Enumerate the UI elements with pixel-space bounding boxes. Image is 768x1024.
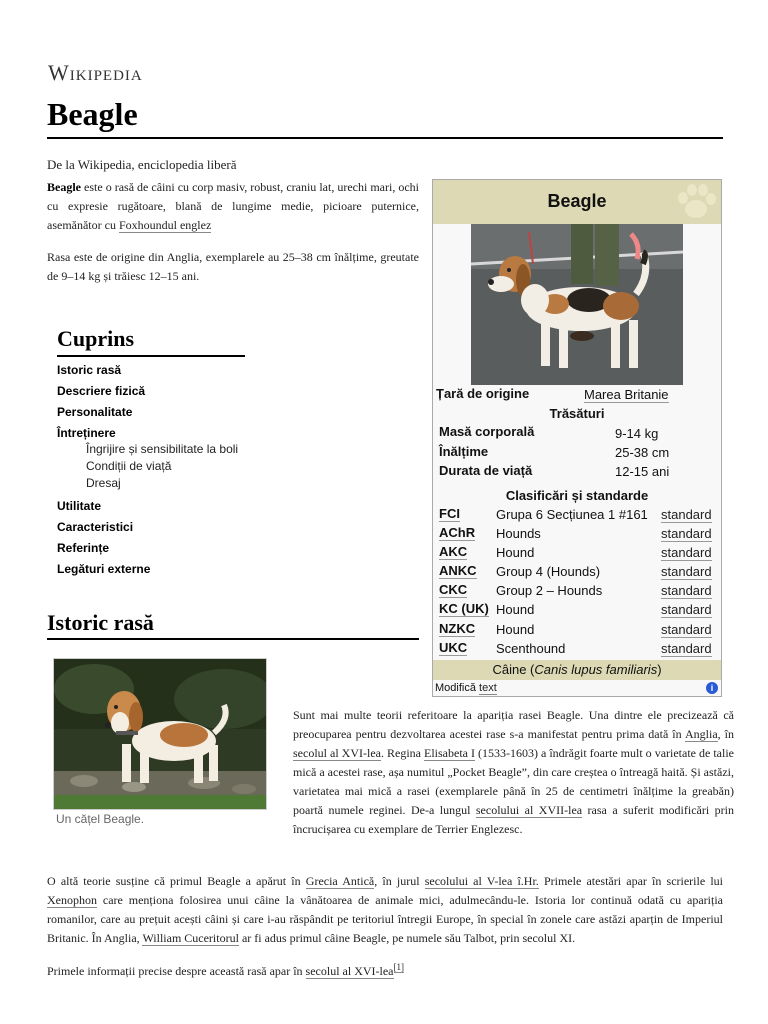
p4-text-4: care menționa folosirea unui câine la vânătoarea de animale mici, adulmecându-le. Istoria lor continuă odată cu apariția romanilor, care au prețuit acești câini și care i-au răspândit pe teritoriul întregii Europe, în special în zonele care astăzi aparțin de Imperiul Britanic. În Anglia,	[47, 893, 723, 945]
beagle-infobox-photo[interactable]	[471, 224, 683, 385]
p3-text-2: , în	[717, 727, 735, 741]
class-code-link[interactable]: UKC	[439, 640, 468, 655]
standard-link[interactable]: standard	[661, 545, 712, 560]
class-code-link[interactable]: KC (UK)	[439, 601, 489, 616]
classifications-heading: Clasificări și standarde	[505, 488, 649, 503]
wikipedia-logo[interactable]: Wikipedia	[48, 60, 143, 85]
trait-value: 9-14 kg	[615, 426, 659, 441]
class-desc: Hound	[496, 545, 535, 560]
beagle-puppy-illustration	[54, 659, 266, 809]
link-william[interactable]: William Cuceritorul	[142, 931, 239, 945]
standard-link[interactable]: standard	[661, 641, 712, 656]
traits-heading: Trăsături	[549, 406, 605, 421]
p3-text-5: rasa a suferit modificări prin încrucișarea cu exemplare de Terrier Englezesc.	[293, 803, 734, 836]
infobox-footer	[433, 660, 721, 680]
link-secolul-xvii[interactable]: secolului al XVII-lea	[475, 803, 583, 817]
link-anglia[interactable]: Anglia	[684, 727, 718, 741]
p3-text-1: Sunt mai multe teorii referitoare la apariția rasei Beagle. Una dintre ele precizează că preocuparea pentru dezvoltarea acestei rase s-a manifestat pentru prima dată în	[293, 708, 734, 741]
toc-item-descriere[interactable]: Descriere fizică	[57, 384, 146, 398]
beagle-puppy-photo[interactable]	[53, 658, 267, 810]
toc-subitem-ingrijire[interactable]: Îngrijire și sensibilitate la boli	[86, 442, 239, 456]
toc-divider	[57, 355, 245, 357]
toc-item-legaturi[interactable]: Legături externe	[57, 562, 151, 576]
toc-subitem-conditii[interactable]: Condiții de viață	[86, 459, 172, 473]
section-divider	[47, 638, 419, 640]
link-xenophon[interactable]: Xenophon	[47, 893, 97, 907]
p5-text-1: Primele informații precise despre această rasă apar în	[47, 964, 306, 978]
toc-title: Cuprins	[57, 326, 135, 351]
link-foxhound[interactable]: Foxhoundul englez	[118, 218, 212, 232]
link-secolul-v[interactable]: secolului al V-lea î.Hr.	[424, 874, 539, 888]
intro-text: este o rasă de câini cu corp masiv, robust, craniu lat, urechi mari, ochi cu expresie rugătoare, blană de lungime medie, picioare puternice, asemănător cu	[47, 180, 419, 232]
footer-prefix: Câine (	[492, 662, 535, 677]
photo-caption: Un cățel Beagle.	[56, 812, 145, 826]
standard-link[interactable]: standard	[661, 622, 712, 637]
class-desc: Group 2 – Hounds	[496, 583, 603, 598]
p3-text-4: (1533-1603) a îndrăgit foarte mult o varietate de talie mică a acestei rase, așa numitul „Pocket Beagle”, din care creștea o întreagă haită. Și astăzi, varietatea mai mică a rasei (exemplarele până în 25 de centimetri înălțime la greabăn) poartă numele reginei. De-a lungul	[293, 746, 734, 817]
trait-value: 12-15 ani	[615, 464, 670, 479]
title-divider	[47, 137, 723, 139]
history-paragraph-2	[47, 872, 723, 948]
toc-item-personalitate[interactable]: Personalitate	[57, 405, 133, 419]
class-desc: Hounds	[496, 526, 541, 541]
class-desc: Hound	[496, 622, 535, 637]
info-icon[interactable]: i	[706, 682, 718, 694]
section-heading-istoric: Istoric rasă	[47, 610, 154, 635]
infobox-header	[433, 180, 721, 224]
infobox-title: Beagle	[547, 191, 607, 211]
p4-text-3: Primele atestări apar în scrierile lui	[538, 874, 723, 888]
infobox	[432, 179, 722, 697]
link-elisabeta[interactable]: Elisabeta I	[424, 746, 475, 760]
footer-suffix: )	[657, 662, 662, 677]
standard-link[interactable]: standard	[661, 583, 712, 598]
edit-text-link[interactable]: text	[479, 682, 497, 694]
footer-species: Canis lupus familiaris	[534, 662, 658, 677]
intro-paragraph	[47, 178, 419, 235]
class-code-link[interactable]: AChR	[439, 525, 476, 540]
link-grecia[interactable]: Grecia Antică	[305, 874, 375, 888]
standard-link[interactable]: standard	[661, 507, 712, 522]
class-desc: Scenthound	[496, 641, 566, 656]
p4-text-5: ar fi adus primul câine Beagle, pe numele său Talbot, prin secolul XI.	[238, 931, 576, 945]
toc-item-istoric[interactable]: Istoric rasă	[57, 363, 122, 377]
history-paragraph-3	[47, 958, 723, 981]
toc-item-utilitate[interactable]: Utilitate	[57, 499, 102, 513]
toc-item-caracteristici[interactable]: Caracteristici	[57, 520, 134, 534]
class-desc: Hound	[496, 602, 535, 617]
class-code-link[interactable]: NZKC	[439, 621, 476, 636]
page-title: Beagle	[47, 96, 138, 132]
toc-subitem-dresaj[interactable]: Dresaj	[86, 476, 121, 490]
reference-1[interactable]: [1]	[393, 962, 405, 972]
class-code-link[interactable]: FCI	[439, 506, 460, 521]
tagline: De la Wikipedia, enciclopedia liberă	[47, 157, 237, 172]
intro-bold-term: Beagle	[47, 180, 81, 194]
link-secolul-xvi-2[interactable]: secolul al XVI-lea	[305, 964, 394, 978]
edit-label: Modifică	[435, 682, 480, 694]
p4-text-2: , în jurul	[374, 874, 425, 888]
class-code-link[interactable]: CKC	[439, 582, 468, 597]
trait-label: Masă corporală	[439, 424, 535, 439]
toc-item-referinte[interactable]: Referințe	[57, 541, 110, 555]
standard-link[interactable]: standard	[661, 602, 712, 617]
toc-item-intretinere[interactable]: Întreținere	[57, 426, 116, 440]
origin-paragraph: Rasa este de origine din Anglia, exemplarele au 25–38 cm înălțime, greutate de 9–14 kg și trăiesc 12–15 ani.	[47, 250, 419, 283]
trait-label: Înălțime	[439, 444, 489, 459]
trait-value: 25-38 cm	[615, 445, 670, 460]
p4-text-1: O altă teorie susține că primul Beagle a apărut în	[47, 874, 306, 888]
history-paragraph-1	[293, 706, 734, 839]
class-desc: Group 4 (Hounds)	[496, 564, 601, 579]
standard-link[interactable]: standard	[661, 526, 712, 541]
class-code-link[interactable]: AKC	[439, 544, 468, 559]
standard-link[interactable]: standard	[661, 564, 712, 579]
edit-row	[435, 682, 497, 694]
beagle-adult-illustration	[471, 224, 683, 385]
class-desc: Grupa 6 Secțiunea 1 #161	[496, 507, 648, 522]
class-code-link[interactable]: ANKC	[439, 563, 477, 578]
trait-label: Durata de viață	[439, 463, 533, 478]
p3-text-3: . Regina	[380, 746, 424, 760]
origin-label: Țară de origine	[436, 386, 530, 401]
origin-value-link[interactable]: Marea Britanie	[584, 387, 669, 402]
link-secolul-xvi[interactable]: secolul al XVI-lea	[293, 746, 381, 760]
